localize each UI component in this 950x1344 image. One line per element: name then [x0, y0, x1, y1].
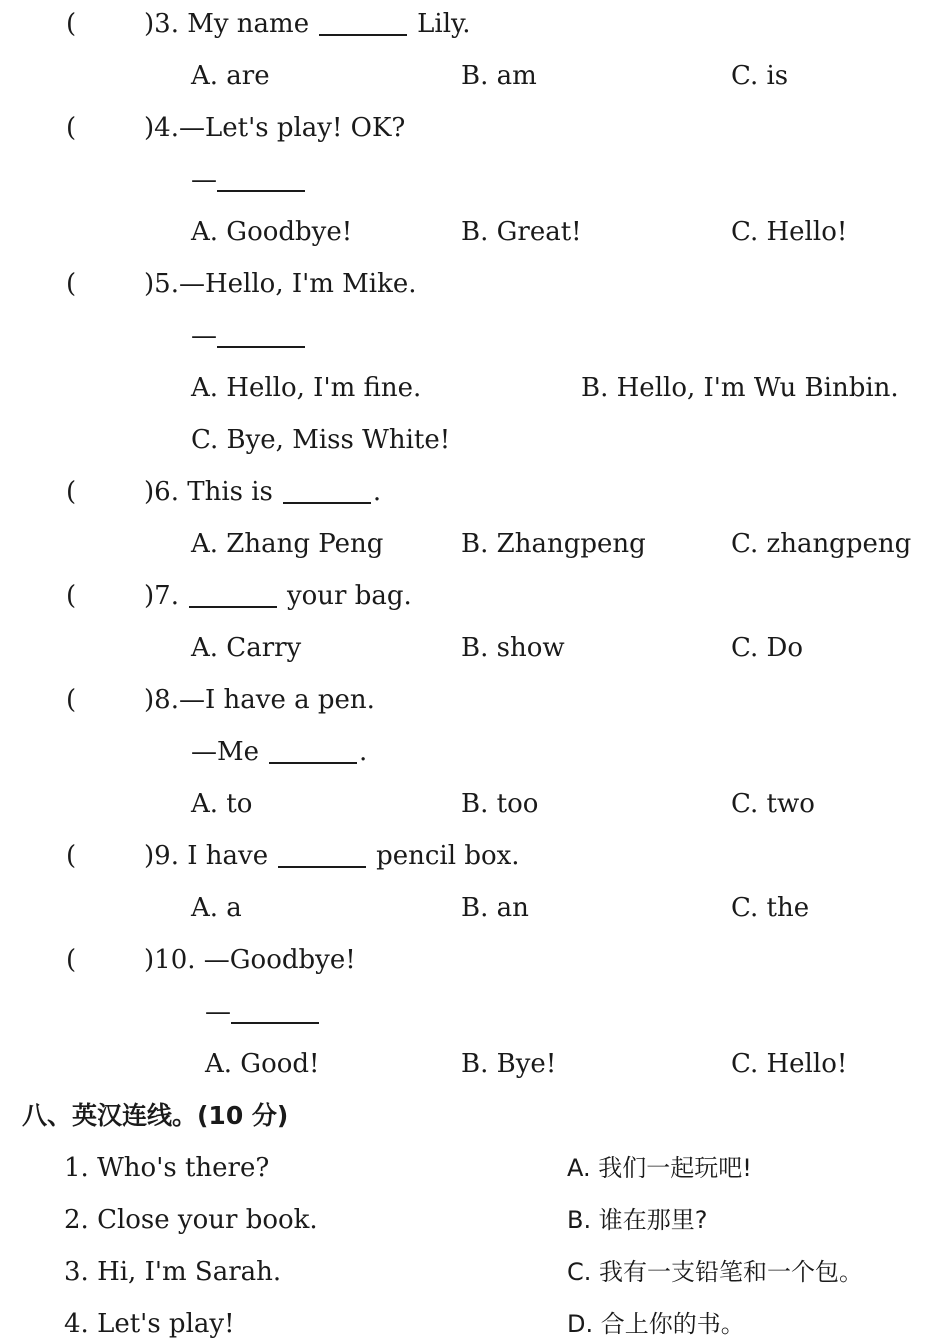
answer-blank[interactable]: [217, 346, 305, 348]
paren-close: ): [144, 477, 155, 507]
answer-paren-open[interactable]: (: [66, 269, 77, 299]
option-b: B. an: [461, 893, 529, 923]
question-stem: [144, 841, 520, 871]
option-b: B. Zhangpeng: [461, 529, 646, 559]
option-b: B. Bye!: [461, 1049, 557, 1079]
option-b: B. am: [461, 61, 537, 91]
option-c: C. Hello!: [731, 217, 848, 247]
reply-dash: —: [191, 321, 217, 351]
stem-after: Lily.: [417, 9, 471, 39]
answer-paren-open[interactable]: (: [66, 581, 77, 611]
stem-after: pencil box.: [376, 841, 520, 871]
option-c: C. the: [731, 893, 810, 923]
answer-blank[interactable]: [189, 606, 277, 608]
option-a: A. a: [191, 893, 242, 923]
question-stem: [144, 269, 417, 299]
answer-blank[interactable]: [269, 762, 357, 764]
answer-blank[interactable]: [283, 502, 371, 504]
option-a: A. Goodbye!: [191, 217, 353, 247]
question-number: 10.: [154, 945, 196, 975]
match-right-item[interactable]: B. 谁在那里?: [567, 1206, 708, 1234]
paren-close: ): [144, 269, 155, 299]
paren-close: ): [144, 9, 155, 39]
paren-close: ): [144, 113, 155, 143]
option-a: A. Hello, I'm fine.: [191, 373, 422, 403]
option-a: A. Good!: [205, 1049, 320, 1079]
match-left-item[interactable]: 4. Let's play!: [64, 1309, 235, 1339]
reply-line: [205, 997, 329, 1027]
answer-paren-open[interactable]: (: [66, 113, 77, 143]
question-stem: [144, 9, 471, 39]
option-b: B. Great!: [461, 217, 582, 247]
stem-after: .: [372, 477, 382, 507]
reply-before: —Me: [191, 737, 260, 767]
question-stem: [144, 113, 405, 143]
option-b: B. too: [461, 789, 539, 819]
stem-text: —I have a pen.: [178, 685, 375, 715]
paren-close: ): [144, 841, 155, 871]
reply-dash: —: [205, 997, 231, 1027]
question-number: 8.: [154, 685, 179, 715]
question-stem: [144, 685, 375, 715]
option-c: C. zhangpeng: [731, 529, 912, 559]
match-right-item[interactable]: A. 我们一起玩吧!: [567, 1154, 752, 1182]
stem-before: This is: [187, 477, 273, 507]
question-stem: [144, 477, 381, 507]
question-number: 5.: [154, 269, 179, 299]
option-c: C. two: [731, 789, 815, 819]
question-stem: [144, 945, 356, 975]
question-number: 6.: [154, 477, 179, 507]
question-number: 7.: [154, 581, 179, 611]
answer-blank[interactable]: [278, 866, 366, 868]
option-b: B. Hello, I'm Wu Binbin.: [581, 373, 899, 403]
answer-paren-open[interactable]: (: [66, 477, 77, 507]
paren-close: ): [144, 581, 155, 611]
option-c: C. Hello!: [731, 1049, 848, 1079]
answer-paren-open[interactable]: (: [66, 685, 77, 715]
question-stem: [144, 581, 412, 611]
option-c: C. Bye, Miss White!: [191, 425, 451, 455]
reply-after: .: [359, 737, 368, 767]
answer-blank[interactable]: [231, 1022, 319, 1024]
reply-line: [191, 321, 315, 351]
option-b: B. show: [461, 633, 565, 663]
answer-paren-open[interactable]: (: [66, 9, 77, 39]
option-a: A. Carry: [191, 633, 302, 663]
match-left-item[interactable]: 2. Close your book.: [64, 1205, 318, 1235]
section-title: 八、英汉连线。(10 分): [22, 1101, 289, 1130]
stem-after: your bag.: [286, 581, 412, 611]
answer-blank[interactable]: [319, 34, 407, 36]
question-number: 9.: [154, 841, 179, 871]
question-number: 4.: [154, 113, 179, 143]
answer-paren-open[interactable]: (: [66, 945, 77, 975]
stem-before: My name: [187, 9, 310, 39]
answer-blank[interactable]: [217, 190, 305, 192]
match-left-item[interactable]: 3. Hi, I'm Sarah.: [64, 1257, 282, 1287]
reply-line: [191, 165, 315, 195]
match-right-item[interactable]: C. 我有一支铅笔和一个包。: [567, 1258, 864, 1286]
option-a: A. Zhang Peng: [191, 529, 384, 559]
option-c: C. is: [731, 61, 789, 91]
stem-text: —Let's play! OK?: [178, 113, 406, 143]
option-a: A. to: [191, 789, 253, 819]
stem-text: —Hello, I'm Mike.: [178, 269, 417, 299]
match-right-item[interactable]: D. 合上你的书。: [567, 1310, 745, 1338]
match-left-item[interactable]: 1. Who's there?: [64, 1153, 270, 1183]
paren-close: ): [144, 685, 155, 715]
reply-dash: —: [191, 165, 217, 195]
option-a: A. are: [191, 61, 270, 91]
paren-close: ): [144, 945, 155, 975]
option-c: C. Do: [731, 633, 803, 663]
stem-text: —Goodbye!: [203, 945, 356, 975]
question-number: 3.: [154, 9, 179, 39]
reply-line: [191, 737, 367, 767]
stem-before: I have: [187, 841, 269, 871]
answer-paren-open[interactable]: (: [66, 841, 77, 871]
